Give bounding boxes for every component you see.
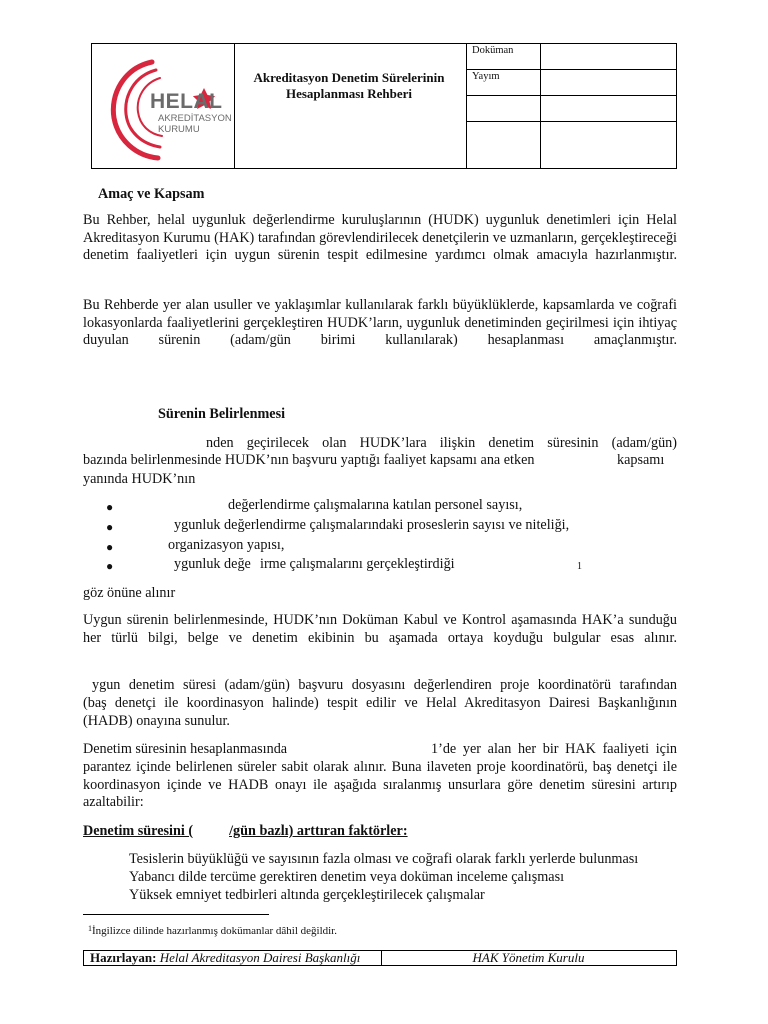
bullet-icon: ●	[106, 500, 114, 514]
duration-paragraph-5: parantez içinde belirlenen süreler sabit olarak alınır. Buna ilaveten proje koordinatörü, baş denetçi ile koordinasyon içinde ve HADB onayı ile aşağıda sıralanmış unsurlara göre denetim süresini artırıp azaltabilir:	[83, 759, 677, 811]
approved-by: HAK Yönetim Kurulu	[472, 950, 585, 965]
logo-subtitle: AKREDİTASYON KURUMU	[158, 113, 232, 135]
bullet-item: ygunluk değe	[174, 556, 251, 572]
footnote-reference: 1	[577, 561, 582, 572]
footnote-text: İngilizce dilinde hazırlanmış dokümanlar dâhil değildir.	[92, 925, 337, 937]
bullet-icon: ●	[106, 520, 114, 534]
duration-intro-line-3: yanında HUDK’nın	[83, 471, 196, 487]
bullet-item: değerlendirme çalışmalarına katılan personel sayısı,	[228, 497, 523, 513]
publish-label: Yayım	[472, 71, 500, 82]
purpose-paragraph-1: Bu Rehber, helal uygunluk değerlendirme kuruluşlarının (HUDK) uygunluk denetimleri için Helal Akreditasyon Kurumu (HAK) tarafından görevlendirilecek denetçilerin ve uzmanların, gerçekleştireceği denetim faaliyetleri için uygun sürenin tespit edilmesine yardımcı olmak amacıyla hazırlanmıştır.	[83, 212, 677, 264]
bullet-icon: ●	[106, 559, 114, 573]
duration-paragraph-3: Uygun sürenin belirlenmesinde, HUDK’nın Doküman Kabul ve Kontrol aşamasında HAK’a sunduğu her türlü bilgi, belge ve denetim ekibinin bu aşamada ortaya koyduğu bulgular esas alınır.	[83, 612, 677, 646]
document-title: Akreditasyon Denetim Sürelerinin Hesaplanması Rehberi	[253, 70, 445, 101]
doc-number-label: Doküman	[472, 45, 514, 56]
prepared-by: Hazırlayan: Helal Akreditasyon Dairesi Başkanlığı	[90, 950, 361, 965]
document-footer	[83, 950, 677, 966]
duration-intro-line-2a: bazında belirlenmesinde HUDK’nın başvuru yaptığı faaliyet kapsamı ana etken	[83, 452, 535, 468]
purpose-paragraph-2: Bu Rehberde yer alan usuller ve yaklaşımlar kullanılarak farklı büyüklüklerde, kapsamlarda ve coğrafi lokasyonlarda faaliyetlerini gerçekleştiren HUDK’ların, uygunluk denetiminden geçirilmesi için ihtiyaç duyulan sürenin (adam/gün birimi kullanılarak) hesaplanması amaçlanmıştır.	[83, 297, 677, 349]
logo-wordmark: HELAL	[150, 90, 223, 113]
bullet-item-continued: irme çalışmalarını gerçekleştirdiği	[260, 556, 455, 572]
footnote-marker: 1	[88, 924, 92, 933]
bullet-item: organizasyon yapısı,	[168, 537, 285, 553]
factor-item: Yüksek emniyet tedbirleri altında gerçekleştirilecek çalışmalar	[129, 887, 485, 903]
factor-item: Tesislerin büyüklüğü ve sayısının fazla olması ve coğrafi olarak farklı yerlerde bulunması	[129, 851, 639, 867]
section-heading-purpose: Amaç ve Kapsam	[98, 186, 205, 202]
helal-akreditasyon-logo	[100, 48, 234, 164]
footnote-separator	[83, 914, 269, 915]
duration-paragraph-5-line-1a: Denetim süresinin hesaplanmasında	[83, 741, 288, 757]
section-heading-factors: Denetim süresini ( /gün bazlı) arttıran faktörler:	[83, 823, 408, 839]
duration-paragraph-4-line-3: (HADB) onayına sunulur.	[83, 713, 230, 729]
duration-intro-line-2b: kapsamı	[617, 452, 665, 468]
section-heading-duration: Sürenin Belirlenmesi	[158, 406, 286, 422]
bullet-item: ygunluk değerlendirme çalışmalarındaki proseslerin sayısı ve niteliği,	[174, 517, 570, 533]
after-bullets-text: göz önüne alınır	[83, 585, 176, 601]
factor-item: Yabancı dilde tercüme gerektiren denetim veya doküman inceleme çalışması	[129, 869, 565, 885]
bullet-icon: ●	[106, 540, 114, 554]
document-header	[91, 43, 677, 169]
